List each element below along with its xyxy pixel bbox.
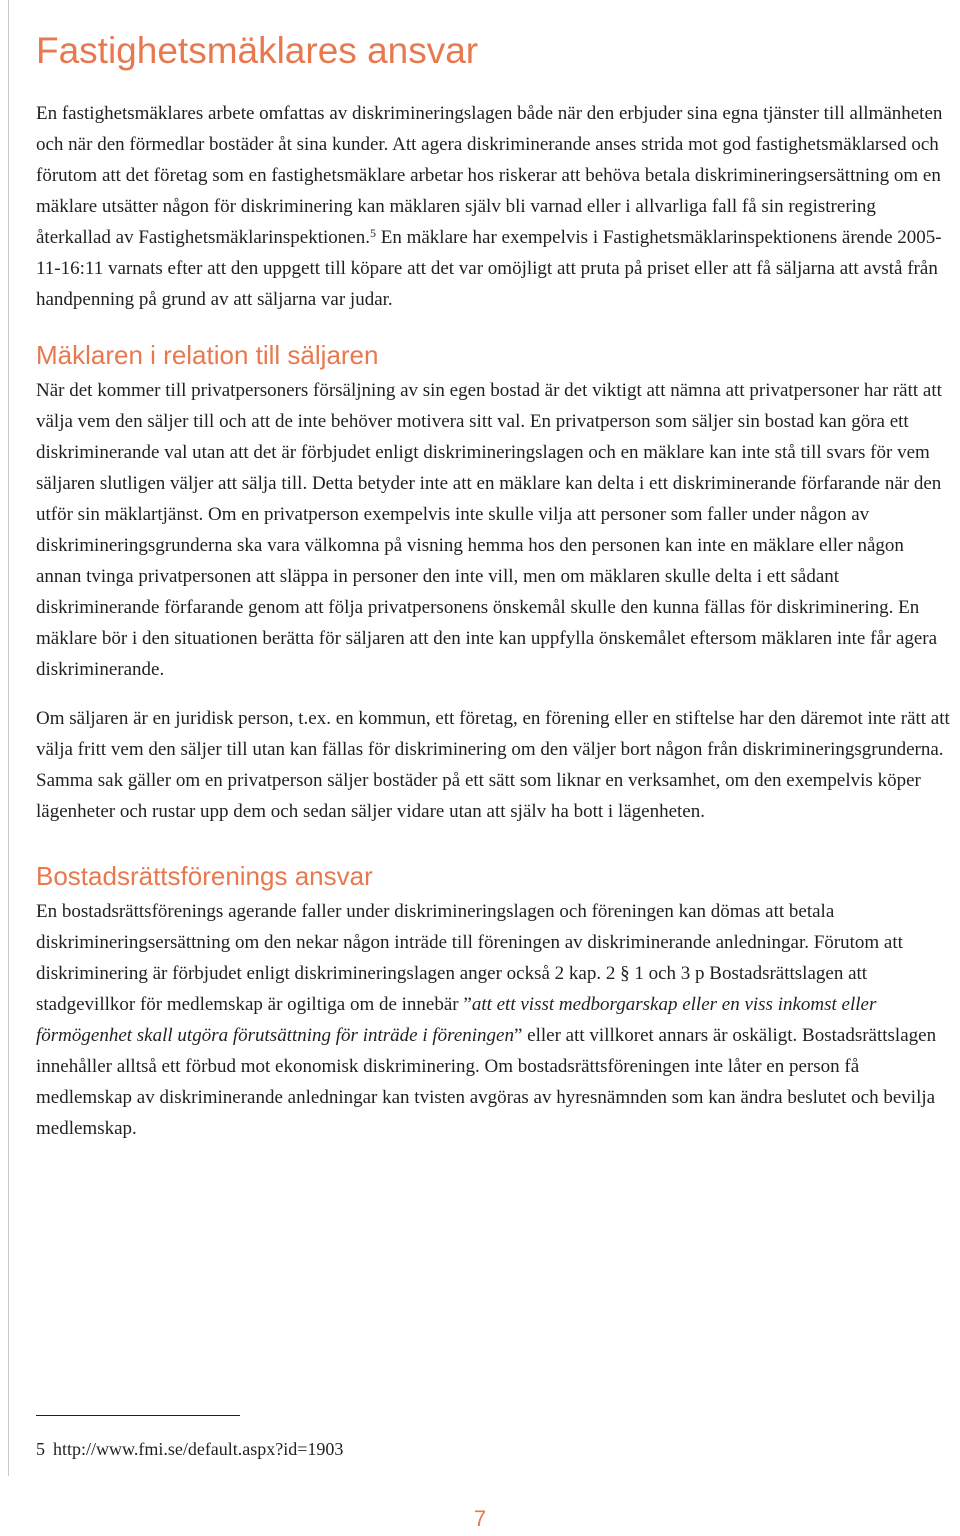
footnote-number: 5 xyxy=(36,1439,45,1459)
section-heading-fastighetsmaklares-ansvar: Fastighetsmäklares ansvar xyxy=(36,30,479,71)
paragraph-text: En fastighetsmäklares arbete omfattas av diskrimineringslagen både när den erbjuder sina egna tjänster till allmänheten och när den förmedlar bostäder åt sina kunder. Att agera diskriminerande anses strida mot god fastighetsmäklarsed och förutom att det företag som en fastighetsmäklare arbetar hos riskerar att behöva betala diskrimineringsersättning om en mäklare utsätter någon för diskriminering kan mäklaren själv bli varnad eller i allvarliga fall få sin registrering återkallad av Fastighetsmäklarinspektionen. xyxy=(36,103,943,248)
footnote-reference[interactable]: 5 xyxy=(369,226,376,240)
paragraph-bostadsrattsforening xyxy=(36,896,952,1144)
footnote-divider xyxy=(36,1415,240,1416)
footnote-link[interactable]: http://www.fmi.se/default.aspx?id=1903 xyxy=(53,1439,344,1459)
paragraph-maklare-ansvar xyxy=(36,98,952,315)
section-heading-bostadsrattsforening: Bostadsrättsförenings ansvar xyxy=(36,861,373,891)
paragraph-text: En bostadsrättsförenings agerande faller under diskrimineringslagen och föreningen kan dömas att betala diskrimineringsersättning om den nekar någon inträde till föreningen av diskriminerande anledningar. Förutom att diskriminering är förbjudet enligt diskrimineringslagen anger också 2 kap. 2 § 1 och 3 p Bostadsrättslagen att stadgevillkor för medlemskap är ogiltiga om de innebär ” xyxy=(36,901,903,1015)
margin-rule xyxy=(8,0,9,1476)
footnote xyxy=(36,1437,343,1461)
page-number: 7 xyxy=(473,1506,487,1531)
quoted-law-text: att ett visst medborgarskap eller en viss inkomst eller förmögenhet skall utgöra förutsättning för inträde i föreningen xyxy=(36,994,877,1046)
page-body xyxy=(36,28,952,1144)
paragraph-text: ” eller att villkoret annars är oskäligt. Bostadsrättslagen innehåller alltså ett förbud mot ekonomisk diskriminering. Om bostadsrättsföreningen inte låter en person få medlemskap av diskriminerande anledningar kan tvisten avgöras av hyresnämnden som kan ändra beslutet och bevilja medlemskap. xyxy=(36,1025,937,1139)
section-heading-maklaren-saljaren: Mäklaren i relation till säljaren xyxy=(36,340,379,370)
paragraph-juridisk-person: Om säljaren är en juridisk person, t.ex. en kommun, ett företag, en förening eller en stiftelse har den däremot inte rätt att välja fritt vem den säljer till utan kan fällas för diskriminering om den väljer bort någon från diskrimineringsgrunderna. Samma sak gäller om en privatperson säljer bostäder på ett sätt som liknar en verksamhet, om den exempelvis köper lägenheter och rustar upp dem och sedan säljer vidare utan att själv ha bott i lägenheten. xyxy=(36,708,950,822)
paragraph-privatpersoner: När det kommer till privatpersoners försäljning av sin egen bostad är det viktigt att nämna att privatpersoner har rätt att välja vem den säljer till och att de inte behöver motivera sitt val. En privatperson som säljer sin bostad kan göra ett diskriminerande val utan att det är förbjudet enligt diskrimineringslagen och en mäklare kan inte stå till svars för vem säljaren slutligen väljer att sälja till. Detta betyder inte att en mäklare kan delta i ett diskriminerande förfarande när den utför sin mäklartjänst. Om en privatperson exempelvis inte skulle vilja att personer som faller under någon av diskrimineringsgrunderna ska vara välkomna på visning hemma hos den personen kan inte en mäklare eller någon annan tvinga privatpersonen att släppa in personer den inte vill, men om mäklaren skulle delta i ett sådant diskriminerande förfarande genom att följa privatpersonens önskemål skulle den kunna fällas för diskriminering. En mäklare bör i den situationen berätta för säljaren att den inte kan uppfylla önskemålet eftersom mäklaren inte får agera diskriminerande. xyxy=(36,380,942,680)
paragraph-text: En mäklare har exempelvis i Fastighetsmäklarinspektionens ärende 2005-11-16:11 varnats efter att den uppgett till köpare att det var omöjligt att pruta på priset eller att få säljarna att avstå från handpenning på grund av att säljarna var judar. xyxy=(36,227,942,310)
